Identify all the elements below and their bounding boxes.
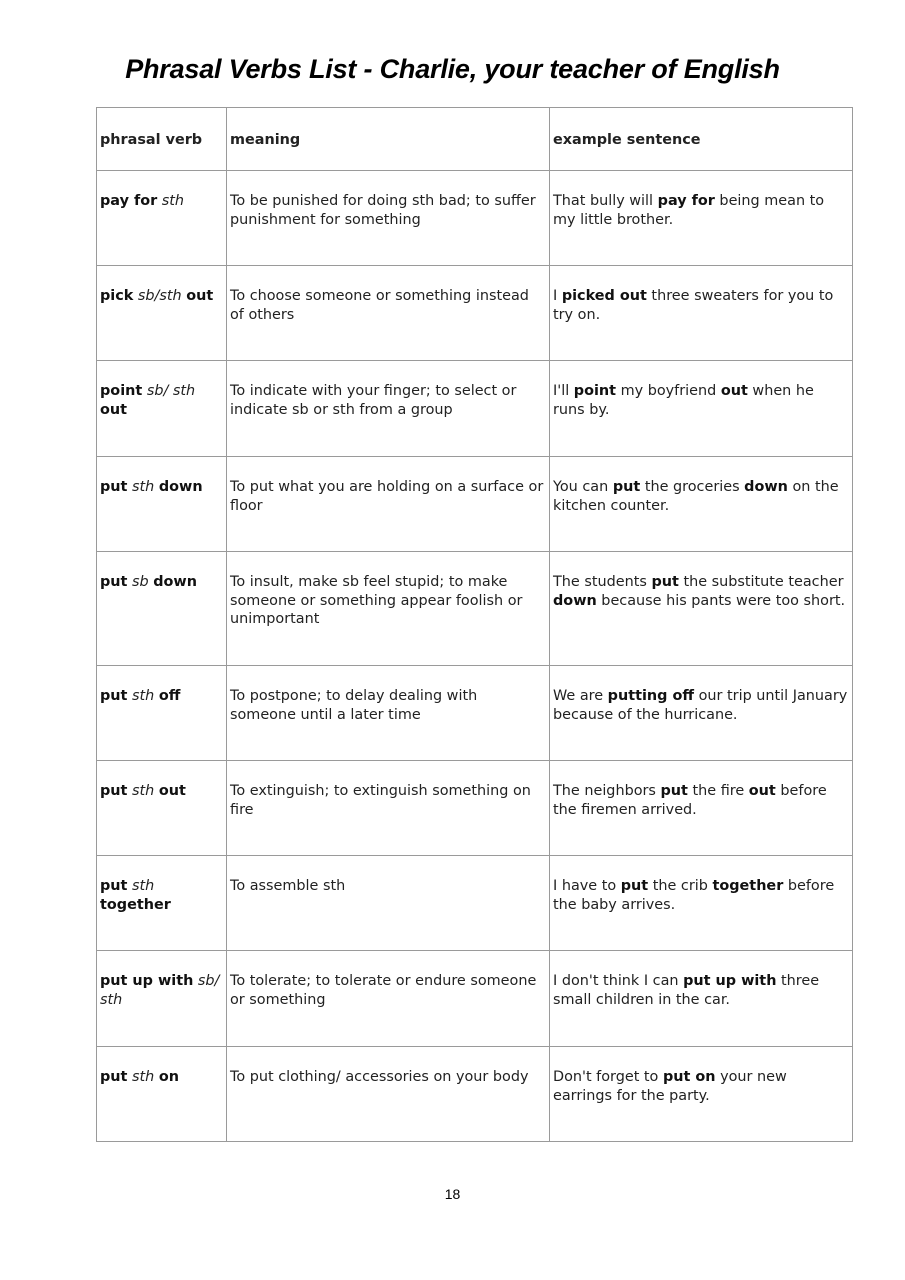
phrasal-verb-cell — [97, 552, 227, 666]
phrasal-verb-cell-segment: out — [186, 288, 214, 304]
example-sentence-cell-segment: put up with — [683, 973, 777, 989]
example-sentence-cell — [550, 1047, 853, 1142]
phrasal-verb-cell — [97, 457, 227, 552]
example-sentence-cell-segment: The students — [553, 574, 652, 590]
example-sentence-cell-segment: our trip until January because of the hurricane. — [553, 688, 848, 723]
phrasal-verb-cell-segment: down — [153, 574, 197, 590]
meaning-cell: To extinguish; to extinguish something on fire — [227, 761, 550, 856]
phrasal-verb-cell-segment: sth — [161, 193, 185, 209]
example-sentence-cell-segment: You can — [553, 479, 613, 495]
example-sentence-cell-segment: put — [660, 783, 688, 799]
table-row — [97, 761, 853, 856]
example-sentence-cell-segment: being mean to my little brother. — [553, 193, 825, 228]
phrasal-verb-cell-segment: down — [158, 479, 203, 495]
example-sentence-cell-segment: I — [553, 288, 562, 304]
meaning-cell: To insult, make sb feel stupid; to make someone or something appear foolish or unimportant — [227, 552, 550, 666]
phrasal-verb-cell — [97, 361, 227, 457]
example-sentence-cell — [550, 266, 853, 361]
table-row — [97, 951, 853, 1047]
meaning-cell: To choose someone or something instead of others — [227, 266, 550, 361]
example-sentence-cell-segment: picked out — [561, 288, 647, 304]
table-row — [97, 361, 853, 457]
phrasal-verb-cell-segment: out — [100, 401, 128, 418]
example-sentence-cell-segment: the crib — [648, 878, 713, 894]
example-sentence-cell-segment: the substitute teacher — [678, 574, 844, 590]
example-sentence-cell-segment: three sweaters for you to try on. — [553, 288, 834, 323]
example-sentence-cell-segment: your new earrings for the party. — [553, 1069, 787, 1104]
phrasal-verb-cell — [97, 1047, 227, 1142]
example-sentence-cell — [550, 761, 853, 856]
page-number: 18 — [444, 1186, 461, 1202]
example-sentence-cell-segment: the fire — [687, 783, 749, 799]
example-sentence-cell-segment: out — [720, 383, 748, 399]
example-sentence-cell-segment: I don't think I can — [553, 973, 684, 989]
example-sentence-cell-segment: point — [573, 383, 617, 399]
example-sentence-cell-segment: Don't forget to — [553, 1069, 663, 1085]
example-sentence-cell-segment: my boyfriend — [616, 383, 721, 399]
page-title: Phrasal Verbs List - Charlie, your teacher of English — [125, 54, 780, 84]
phrasal-verbs-table — [96, 107, 853, 1142]
example-sentence-cell-segment: put — [620, 878, 649, 894]
example-sentence-cell-segment: I have to — [553, 878, 621, 894]
meaning-cell: To be punished for doing sth bad; to suffer punishment for something — [227, 171, 550, 266]
phrasal-verb-cell-segment: together — [100, 896, 171, 913]
phrasal-verb-cell-segment: put — [100, 1069, 128, 1085]
example-sentence-cell-segment: putting off — [607, 688, 695, 704]
example-sentence-cell-segment: before the firemen arrived. — [553, 783, 827, 818]
phrasal-verb-cell-segment: put up with — [100, 973, 194, 989]
phrasal-verb-cell-segment: put — [100, 783, 128, 799]
example-sentence-cell-segment: We are — [553, 688, 608, 704]
phrasal-verb-cell — [97, 951, 227, 1047]
meaning-cell: To postpone; to delay dealing with someone until a later time — [227, 666, 550, 761]
example-sentence-cell-segment: together — [712, 878, 784, 894]
table-row — [97, 552, 853, 666]
example-sentence-cell — [550, 951, 853, 1047]
header-example-sentence: example sentence — [550, 108, 853, 171]
example-sentence-cell-segment: out — [748, 783, 776, 799]
meaning-cell: To put clothing/ accessories on your body — [227, 1047, 550, 1142]
example-sentence-cell — [550, 666, 853, 761]
example-sentence-cell-segment: put on — [662, 1069, 716, 1085]
phrasal-verb-cell — [97, 666, 227, 761]
example-sentence-cell-segment: down — [553, 592, 597, 609]
phrasal-verb-cell — [97, 761, 227, 856]
phrasal-verb-cell-segment: put — [100, 688, 128, 704]
phrasal-verb-cell-segment: on — [158, 1069, 179, 1085]
phrasal-verb-cell-segment: out — [158, 783, 186, 799]
table-row — [97, 171, 853, 266]
example-sentence-cell-segment: down — [744, 479, 788, 495]
example-sentence-cell-segment: before the baby arrives. — [553, 878, 835, 913]
example-sentence-cell-segment: I'll — [553, 383, 574, 399]
table-row — [97, 666, 853, 761]
phrasal-verb-cell-segment: sth — [132, 783, 155, 799]
example-sentence-cell — [550, 457, 853, 552]
phrasal-verb-cell-segment: sb/sth — [137, 288, 182, 304]
example-sentence-cell — [550, 171, 853, 266]
table-row — [97, 856, 853, 951]
example-sentence-cell-segment: put — [651, 574, 679, 590]
phrasal-verb-cell-segment: sb/ sth — [100, 973, 220, 1008]
example-sentence-cell-segment: because his pants were too short. — [596, 592, 846, 609]
phrasal-verb-cell-segment: point — [100, 383, 143, 399]
phrasal-verb-cell-segment: put — [100, 479, 128, 495]
example-sentence-cell-segment: three small children in the car. — [553, 973, 820, 1008]
phrasal-verb-cell-segment: off — [158, 688, 181, 704]
example-sentence-cell — [550, 361, 853, 457]
table-row — [97, 457, 853, 552]
phrasal-verb-cell — [97, 266, 227, 361]
example-sentence-cell-segment: put — [612, 479, 641, 495]
table-row — [97, 1047, 853, 1142]
phrasal-verb-cell-segment: pick — [100, 288, 134, 304]
example-sentence-cell — [550, 552, 853, 666]
table-row — [97, 266, 853, 361]
meaning-cell: To indicate with your finger; to select or indicate sb or sth from a group — [227, 361, 550, 457]
table-body — [97, 108, 853, 1142]
example-sentence-cell-segment: the groceries — [640, 479, 745, 495]
meaning-cell: To assemble sth — [227, 856, 550, 951]
table-header-row — [97, 108, 853, 171]
phrasal-verb-cell-segment: put — [100, 878, 128, 894]
phrasal-verb-cell-segment: sth — [132, 688, 155, 704]
example-sentence-cell-segment: The neighbors — [553, 783, 661, 799]
phrasal-verb-cell-segment: sth — [132, 479, 155, 495]
phrasal-verb-cell-segment: sb/ sth — [146, 383, 196, 399]
example-sentence-cell-segment: pay for — [657, 193, 715, 209]
header-meaning: meaning — [227, 108, 550, 171]
phrasal-verb-cell-segment: pay for — [100, 193, 158, 209]
meaning-cell: To tolerate; to tolerate or endure someone or something — [227, 951, 550, 1047]
example-sentence-cell — [550, 856, 853, 951]
example-sentence-cell-segment: on the kitchen counter. — [553, 479, 839, 514]
phrasal-verb-cell — [97, 171, 227, 266]
phrasal-verb-cell-segment: sth — [132, 1069, 155, 1085]
phrasal-verb-cell-segment: sth — [132, 878, 155, 894]
example-sentence-cell-segment: when he runs by. — [553, 383, 814, 418]
meaning-cell: To put what you are holding on a surface or floor — [227, 457, 550, 552]
header-phrasal-verb: phrasal verb — [97, 108, 227, 171]
phrasal-verb-cell-segment: sb — [132, 574, 149, 590]
phrasal-verb-cell — [97, 856, 227, 951]
phrasal-verb-cell-segment: put — [100, 574, 128, 590]
example-sentence-cell-segment: That bully will — [553, 193, 658, 209]
